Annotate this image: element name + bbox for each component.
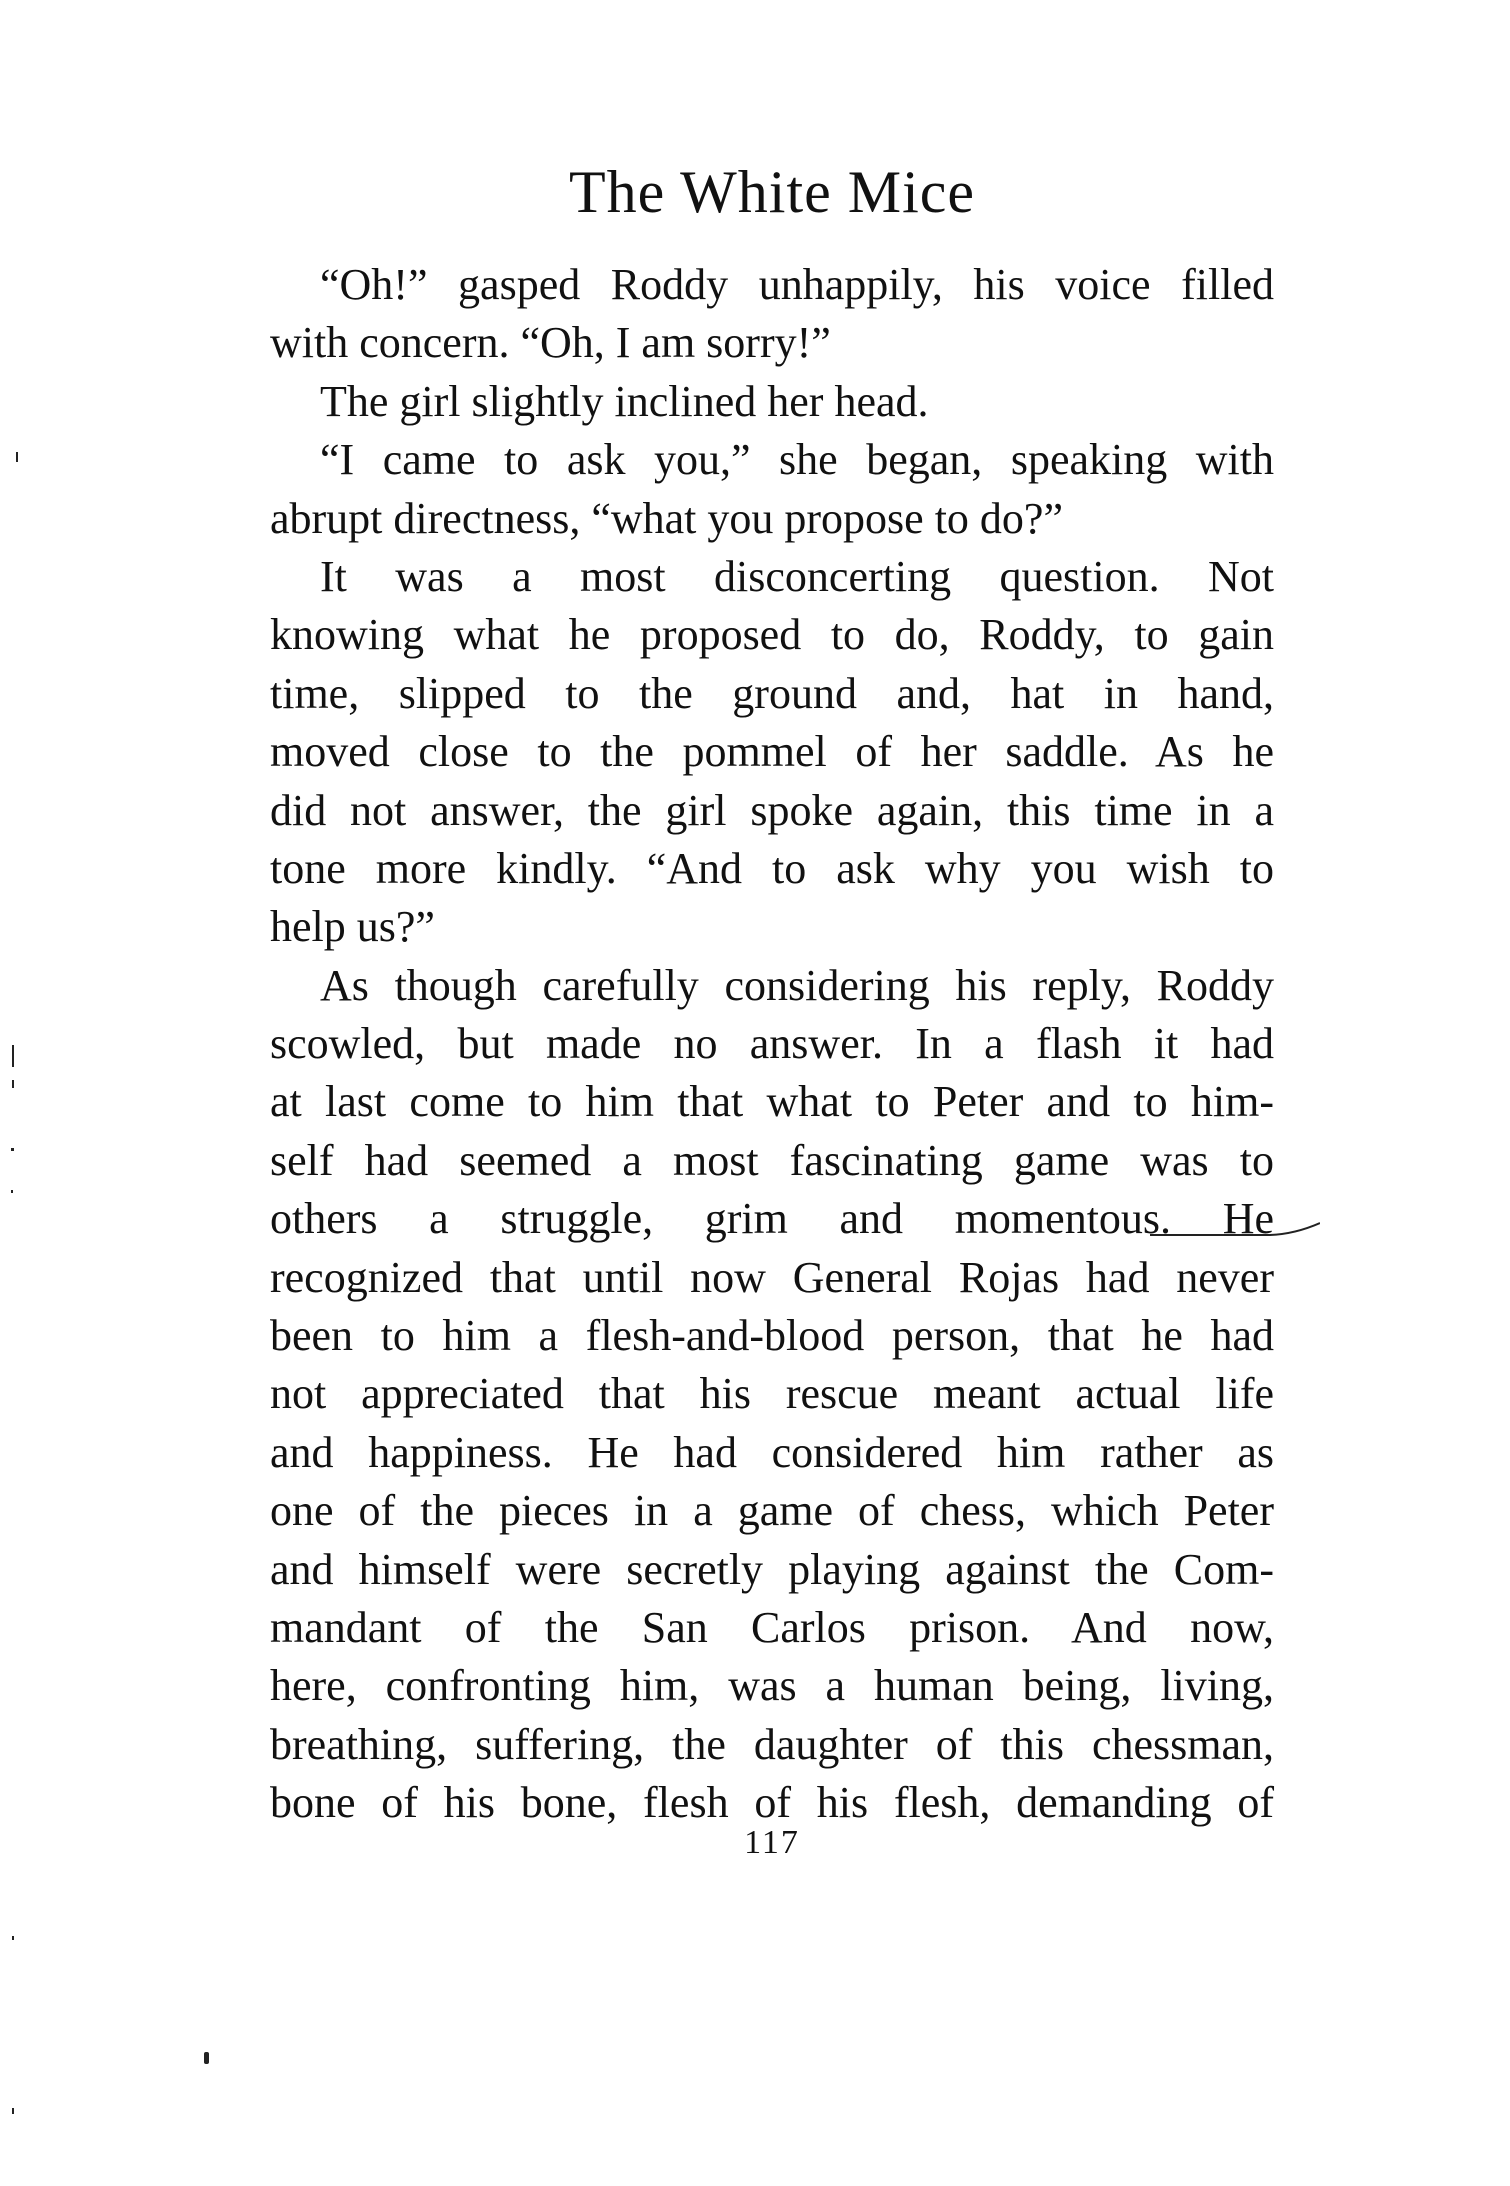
text-line: and himself were secretly playing against the Com- bbox=[270, 1544, 1274, 1594]
running-head-title: The White Mice bbox=[568, 159, 976, 225]
text-line: scowled, but made no answer. In a flash it had bbox=[270, 1019, 1274, 1069]
scan-speck bbox=[12, 1045, 14, 1067]
text-line: self had seemed a most fascinating game was to bbox=[270, 1135, 1274, 1185]
text-line: been to him a flesh-and-blood person, that he had bbox=[270, 1311, 1274, 1361]
text-line: The girl slightly inclined her head. bbox=[320, 376, 929, 426]
text-line: at last come to him that what to Peter and to him- bbox=[270, 1077, 1274, 1127]
text-line: recognized that until now General Rojas had never bbox=[270, 1252, 1274, 1302]
text-line: knowing what he proposed to do, Roddy, to gain bbox=[270, 610, 1274, 660]
pen-strike-mark bbox=[1150, 1219, 1320, 1243]
scan-speck bbox=[12, 1080, 14, 1088]
text-line: “I came to ask you,” she began, speaking with bbox=[320, 435, 1274, 485]
text-line: did not answer, the girl spoke again, this time in a bbox=[270, 785, 1274, 835]
scan-speck bbox=[12, 2108, 14, 2114]
text-line: one of the pieces in a game of chess, which Peter bbox=[270, 1486, 1274, 1536]
text-line: with concern. “Oh, I am sorry!” bbox=[270, 318, 831, 368]
text-line: It was a most disconcerting question. Not bbox=[320, 551, 1274, 601]
page-number: 117 bbox=[744, 1824, 800, 1861]
text-line: help us?” bbox=[270, 902, 435, 952]
scan-speck bbox=[11, 1190, 13, 1193]
scan-speck bbox=[12, 1936, 14, 1940]
text-line: “Oh!” gasped Roddy unhappily, his voice filled bbox=[320, 260, 1274, 309]
text-line: tone more kindly. “And to ask why you wish to bbox=[270, 843, 1274, 893]
text-line: time, slipped to the ground and, hat in hand, bbox=[270, 668, 1274, 718]
text-line: bone of his bone, flesh of his flesh, demanding of bbox=[270, 1778, 1274, 1828]
text-line: and happiness. He had considered him rather as bbox=[270, 1427, 1274, 1477]
text-line: others a struggle, grim and momentous. He bbox=[270, 1194, 1274, 1244]
scan-speck bbox=[204, 2052, 209, 2064]
text-line: here, confronting him, was a human being, living, bbox=[270, 1661, 1274, 1711]
text-line: abrupt directness, “what you propose to do?” bbox=[270, 493, 1063, 543]
scan-speck bbox=[16, 452, 18, 462]
scan-speck bbox=[11, 1148, 14, 1151]
text-line: breathing, suffering, the daughter of this chessman, bbox=[270, 1719, 1274, 1769]
text-line: As though carefully considering his reply, Roddy bbox=[320, 960, 1274, 1010]
text-line: not appreciated that his rescue meant actual life bbox=[270, 1369, 1274, 1419]
text-line: moved close to the pommel of her saddle. As he bbox=[270, 727, 1274, 777]
body-text bbox=[270, 256, 1274, 1833]
text-line: mandant of the San Carlos prison. And now, bbox=[270, 1602, 1274, 1652]
